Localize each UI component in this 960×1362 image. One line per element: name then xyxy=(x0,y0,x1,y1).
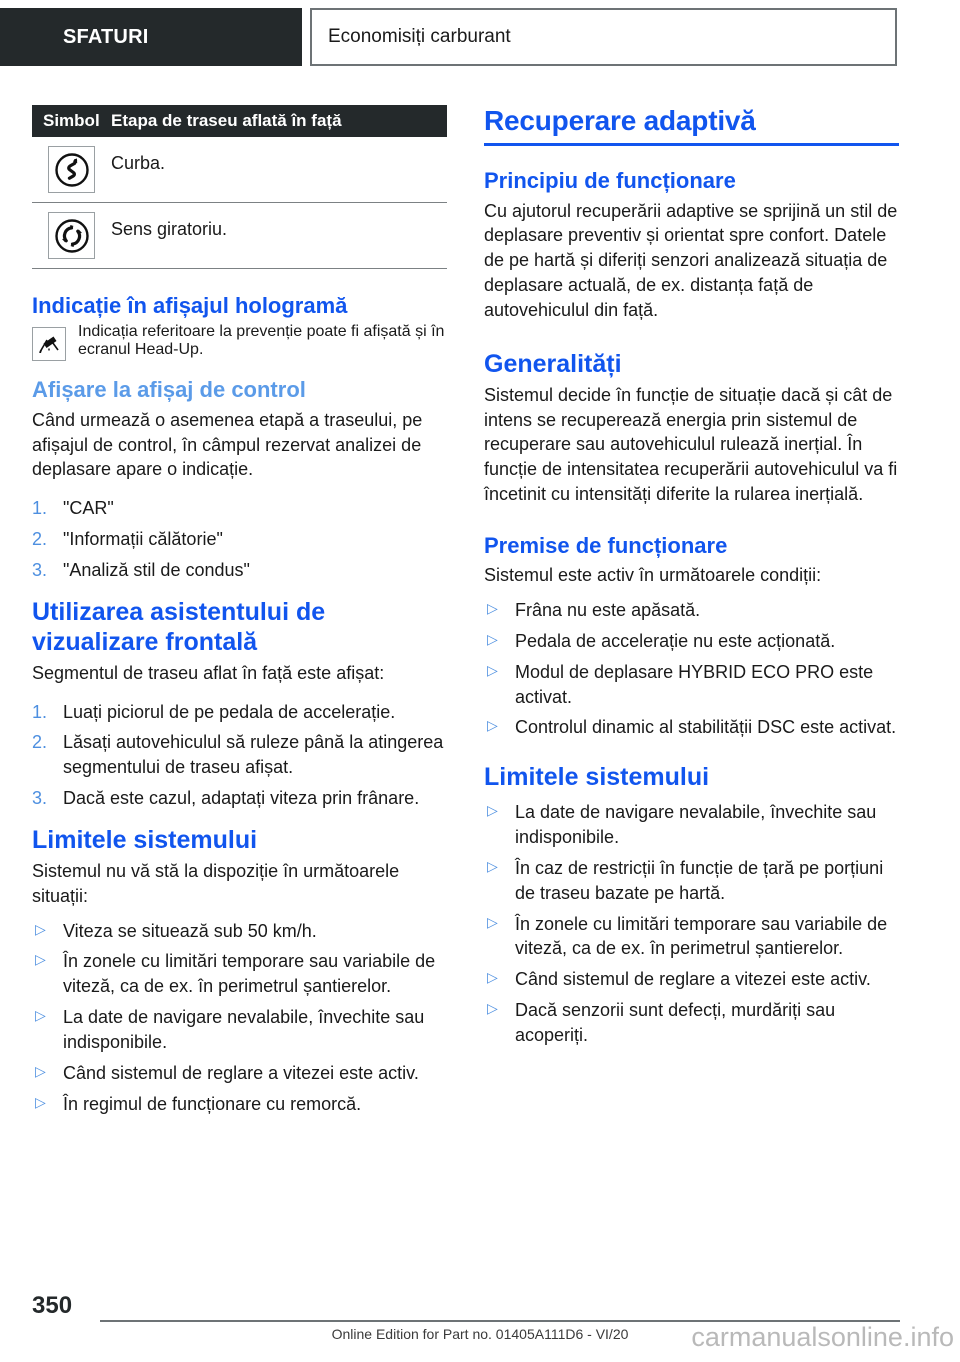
front-view-steps xyxy=(32,700,447,811)
title-underline xyxy=(484,143,899,146)
curve-road-icon xyxy=(48,146,95,193)
step-number: 2. xyxy=(32,529,48,550)
triangle-bullet-icon: ▷ xyxy=(35,1007,46,1024)
heading-general: Generalități xyxy=(484,349,622,378)
list-item xyxy=(484,967,899,992)
system-limits-bullets-left xyxy=(32,919,447,1117)
list-item xyxy=(32,496,447,521)
list-item xyxy=(32,786,447,811)
conditions-paragraph: Sistemul este activ în următoarele condiții: xyxy=(484,565,822,586)
step-text: Dacă este cazul, adaptați viteza prin frânare. xyxy=(63,788,420,809)
hologram-note xyxy=(32,323,447,361)
heading-control-display: Afișare la afișaj de control xyxy=(32,377,306,403)
list-item xyxy=(484,598,899,623)
list-item xyxy=(32,1092,447,1117)
hologram-note-text: Indicația referitoare la prevenție poate fi afișată și în ecranul Head-Up. xyxy=(78,323,445,359)
bullet-text: În caz de restricții în funcție de țară pe porțiuni de traseu bazate pe hartă. xyxy=(515,857,884,903)
system-limits-paragraph-left: Sistemul nu vă stă la dispoziție în următoarele situații: xyxy=(32,860,400,906)
list-item xyxy=(484,715,899,740)
list-item xyxy=(484,998,899,1048)
list-item xyxy=(484,660,899,710)
heading-conditions: Premise de funcționare xyxy=(484,532,728,558)
list-item xyxy=(32,730,447,780)
triangle-bullet-icon: ▷ xyxy=(487,600,498,617)
control-display-paragraph: Când urmează o asemenea etapă a traseului, pe afișajul de control, în câmpul rezervat analizei de deplasare apare o indicație. xyxy=(32,409,423,480)
list-item xyxy=(484,912,899,962)
list-item xyxy=(32,919,447,944)
roundabout-icon xyxy=(48,212,95,259)
symbol-table xyxy=(32,105,447,269)
chapter-tab[interactable] xyxy=(0,8,302,66)
chapter-tab-label: SFATURI xyxy=(63,25,149,48)
table-cell-text: Curba. xyxy=(111,153,166,173)
step-text: "Informații călătorie" xyxy=(63,529,223,550)
system-limits-bullets-right xyxy=(484,800,899,1047)
conditions-bullets xyxy=(484,598,899,740)
right-column xyxy=(484,105,899,1060)
triangle-bullet-icon: ▷ xyxy=(35,951,46,968)
bullet-text: Viteza se situează sub 50 km/h. xyxy=(63,920,317,941)
bullet-text: La date de navigare nevalabile, învechite sau indisponibile. xyxy=(515,802,877,848)
triangle-bullet-icon: ▷ xyxy=(487,1000,498,1017)
triangle-bullet-icon: ▷ xyxy=(35,920,46,937)
triangle-bullet-icon: ▷ xyxy=(487,661,498,678)
page-header xyxy=(0,8,960,66)
table-row xyxy=(32,137,447,203)
section-tab-label: Economisiți carburant xyxy=(328,26,511,47)
list-item xyxy=(32,527,447,552)
step-text: "CAR" xyxy=(63,498,114,519)
bullet-text: Modul de deplasare HYBRID ECO PRO este activat. xyxy=(515,661,874,707)
bullet-text: Dacă senzorii sunt defecți, murdăriți sau acoperiți. xyxy=(515,1000,836,1045)
list-item xyxy=(32,558,447,583)
control-display-steps xyxy=(32,496,447,582)
triangle-bullet-icon: ▷ xyxy=(487,913,498,930)
triangle-bullet-icon: ▷ xyxy=(487,717,498,734)
edition-note: Online Edition for Part no. 01405A111D6 - VI/20 xyxy=(331,1326,629,1342)
list-item xyxy=(32,949,447,999)
table-header-description: Etapa de traseu aflată în față xyxy=(111,111,342,130)
list-item xyxy=(484,856,899,906)
table-row xyxy=(32,203,447,269)
step-number: 3. xyxy=(32,559,48,580)
step-number: 3. xyxy=(32,788,48,809)
page-footer xyxy=(0,1282,960,1362)
step-number: 1. xyxy=(32,498,48,519)
triangle-bullet-icon: ▷ xyxy=(487,802,498,819)
step-number: 1. xyxy=(32,701,48,722)
triangle-bullet-icon: ▷ xyxy=(487,969,498,986)
step-text: "Analiză stil de condus" xyxy=(63,559,250,580)
table-cell-text: Sens giratoriu. xyxy=(111,219,228,239)
triangle-bullet-icon: ▷ xyxy=(487,630,498,647)
triangle-bullet-icon: ▷ xyxy=(35,1062,46,1079)
table-header-row xyxy=(32,105,447,137)
list-item xyxy=(32,1061,447,1086)
heading-system-limits-right: Limitele sistemului xyxy=(484,763,710,792)
bullet-text: În regimul de funcționare cu remorcă. xyxy=(63,1093,362,1114)
general-paragraph: Sistemul decide în funcție de situație dacă și cât de intens se recuperează energia prin sistemul de recuperare sau autovehiculul rulează inerțial. În funcție de intensitatea recuperării autovehiculul va fi încetinit cu intensități diferite la rularea inerțială. xyxy=(484,384,898,505)
page-number: 350 xyxy=(32,1292,73,1319)
heading-hologram-indication: Indicație în afișajul hologramă xyxy=(32,293,348,318)
table-cell-symbol xyxy=(32,146,111,193)
list-item xyxy=(484,800,899,850)
step-text: Luați piciorul de pe pedala de accelerație. xyxy=(63,701,396,722)
section-tab[interactable] xyxy=(310,8,897,66)
page-title: Recuperare adaptivă xyxy=(484,105,756,136)
left-column xyxy=(32,105,447,1128)
heading-principle: Principiu de funcționare xyxy=(484,168,736,194)
bullet-text: Pedala de accelerație nu este acționată. xyxy=(515,630,836,651)
heading-front-view-assistant: Utilizarea asistentului de vizualizare frontală xyxy=(32,597,326,656)
heading-system-limits-left: Limitele sistemului xyxy=(32,825,258,854)
table-header-symbol: Simbol xyxy=(43,111,100,130)
bullet-text: La date de navigare nevalabile, învechite sau indisponibile. xyxy=(63,1007,425,1052)
bullet-text: Controlul dinamic al stabilității DSC este activat. xyxy=(515,717,897,738)
step-number: 2. xyxy=(32,732,48,753)
bullet-text: Când sistemul de reglare a vitezei este activ. xyxy=(515,969,871,990)
step-text: Lăsați autovehiculul să ruleze până la atingerea segmentului de traseu afișat. xyxy=(63,732,444,778)
bullet-text: În zonele cu limitări temporare sau variabile de viteză, ca de ex. în perimetrul șantierelor. xyxy=(63,951,436,997)
site-watermark: carmanualsonline.info xyxy=(691,1322,954,1352)
head-up-display-icon xyxy=(32,327,66,361)
table-cell-symbol xyxy=(32,212,111,259)
front-view-paragraph: Segmentul de traseu aflat în față este afișat: xyxy=(32,662,385,683)
triangle-bullet-icon: ▷ xyxy=(35,1093,46,1110)
list-item xyxy=(32,700,447,725)
triangle-bullet-icon: ▷ xyxy=(487,857,498,874)
bullet-text: Frâna nu este apăsată. xyxy=(515,600,701,621)
bullet-text: În zonele cu limitări temporare sau variabile de viteză, ca de ex. în perimetrul șantierelor. xyxy=(515,913,888,959)
list-item xyxy=(32,1005,447,1055)
list-item xyxy=(484,629,899,654)
principle-paragraph: Cu ajutorul recuperării adaptive se sprijină un stil de deplasare preventiv și orientat spre confort. Datele de pe hartă și diferiți senzori analizează situația de deplasare actuală, de ex. distanța față de autovehiculul din față. xyxy=(484,200,898,320)
bullet-text: Când sistemul de reglare a vitezei este activ. xyxy=(63,1062,419,1083)
